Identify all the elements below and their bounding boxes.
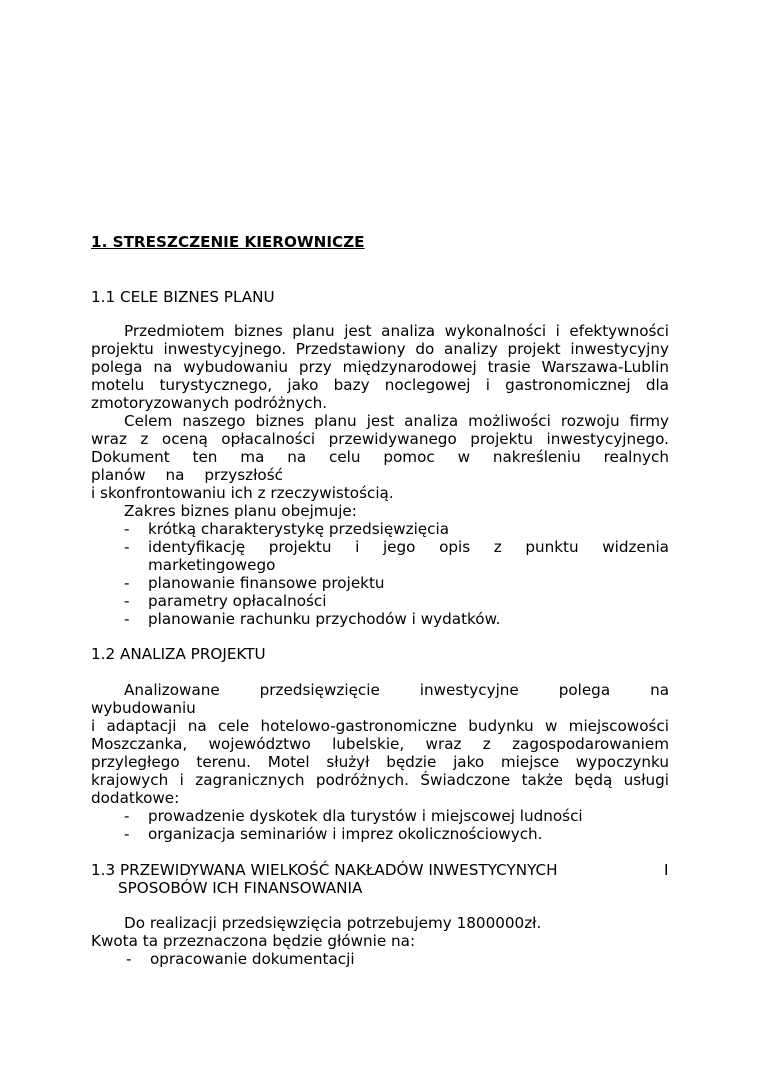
paragraph-line: Celem naszego biznes planu jest analiza możliwości rozwoju firmy <box>124 412 669 430</box>
section-title-1-3-continuation: SPOSOBÓW ICH FINANSOWANIA <box>118 879 363 897</box>
paragraph-line: i adaptacji na cele hotelowo-gastronomiczne budynku w miejscowości <box>91 717 669 735</box>
section-title-1-3: 1.3 PRZEWIDYWANA WIELKOŚĆ NAKŁADÓW INWESTYCYNYCH <box>91 861 558 879</box>
list-item-continuation: marketingowego <box>148 556 276 574</box>
paragraph-line: zmotoryzowanych podróżnych. <box>91 394 328 412</box>
list-item: krótką charakterystykę przedsięwzięcia <box>148 520 450 538</box>
section-title-1-1: 1.1 CELE BIZNES PLANU <box>91 288 275 306</box>
section-title-1-3-conjunction: I <box>664 861 669 879</box>
paragraph-line: Moszczanka, województwo lubelskie, wraz z zagospodarowaniem <box>91 735 669 753</box>
scope-intro: Zakres biznes planu obejmuje: <box>124 502 357 520</box>
paragraph-line: wybudowaniu <box>91 699 196 717</box>
list-item: planowanie finansowe projektu <box>148 574 385 592</box>
bullet-dash: - <box>124 610 130 628</box>
bullet-dash: - <box>124 538 130 556</box>
list-item: identyfikację projektu i jego opis z punktu widzenia <box>148 538 669 556</box>
paragraph-line: przyległego terenu. Motel służył będzie jako miejsce wypoczynku <box>91 753 669 771</box>
paragraph-line: Analizowane przedsięwzięcie inwestycyjne polega na <box>124 681 669 699</box>
bullet-dash: - <box>124 520 130 538</box>
main-heading: 1. STRESZCZENIE KIEROWNICZE <box>91 233 365 251</box>
list-item: planowanie rachunku przychodów i wydatków. <box>148 610 501 628</box>
paragraph-line: Dokument ten ma na celu pomoc w nakreśleniu realnych <box>91 448 669 466</box>
bullet-dash: - <box>124 574 130 592</box>
list-item: parametry opłacalności <box>148 592 327 610</box>
paragraph-line: i skonfrontowaniu ich z rzeczywistością. <box>91 484 394 502</box>
paragraph-line: motelu turystycznego, jako bazy noclegowej i gastronomicznej dla <box>91 376 669 394</box>
paragraph-line: wraz z oceną opłacalności przewidywanego projektu inwestycyjnego. <box>91 430 669 448</box>
paragraph-line: Przedmiotem biznes planu jest analiza wykonalności i efektywności <box>124 322 669 340</box>
bullet-dash: - <box>124 807 130 825</box>
bullet-dash: - <box>124 592 130 610</box>
paragraph-line: projektu inwestycyjnego. Przedstawiony do analizy projekt inwestycyjny <box>91 340 669 358</box>
paragraph-line: polega na wybudowaniu przy międzynarodowej trasie Warszawa-Lublin <box>91 358 669 376</box>
paragraph-line: planów na przyszłość <box>91 466 283 484</box>
list-item: organizacja seminariów i imprez okolicznościowych. <box>148 825 543 843</box>
paragraph-line: Do realizacji przedsięwzięcia potrzebujemy 1800000zł. <box>124 914 542 932</box>
bullet-dash: - <box>124 825 130 843</box>
paragraph-line: dodatkowe: <box>91 789 180 807</box>
list-item: opracowanie dokumentacji <box>150 950 355 968</box>
list-item: prowadzenie dyskotek dla turystów i miejscowej ludności <box>148 807 583 825</box>
paragraph-line: Kwota ta przeznaczona będzie głównie na: <box>91 932 416 950</box>
section-title-1-2: 1.2 ANALIZA PROJEKTU <box>91 645 266 663</box>
paragraph-line: krajowych i zagranicznych podróżnych. Świadczone także będą usługi <box>91 771 669 789</box>
bullet-dash: - <box>126 950 132 968</box>
